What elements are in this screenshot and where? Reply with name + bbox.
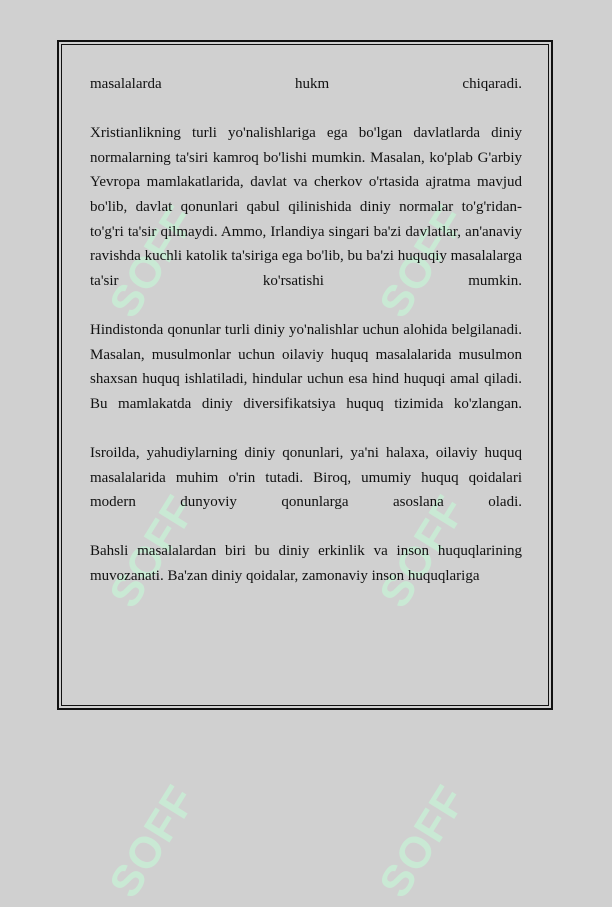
- watermark-logo: SOFF: [370, 197, 476, 326]
- watermark-logo: SOFF: [100, 197, 206, 326]
- paragraph: Xristianlikning turli yo'nalishlariga ega bo'lgan davlatlarda diniy normalarning ta'siri kamroq bo'lishi mumkin. Masalan, ko'plab G'arbiy Yevropa mamlakatlarida, davlat va cherkov o'rtasida ajratma mavjud bo'lib, davlat qonunlari qabul qilinishida diniy normalar to'g'ridan-to'g'ri ta'sir qilmaydi. Ammo, Irlandiya singari ba'zi davlatlar, an'anaviy ravishda kuchli katolik ta'siriga ega bo'lib, bu ba'zi huquqiy masalalarga ta'sir ko'rsatishi mumkin.: [90, 125, 522, 289]
- watermark-logo: SOFF: [100, 777, 206, 906]
- document-body: [90, 72, 522, 588]
- watermark-logo: SOFF: [370, 777, 476, 906]
- paragraph: Hindistonda qonunlar turli diniy yo'nalishlar uchun alohida belgilanadi. Masalan, musulmonlar uchun oilaviy huquq masalalarida musulmon shaxsan huquq ishlatiladi, hindular uchun esa hind huquqi amal qiladi. Bu mamlakatda diniy diversifikatsiya huquq tizimida ko'zlangan.: [90, 321, 522, 412]
- paragraph: Bahsli masalalardan biri bu diniy erkinlik va inson huquqlarining muvozanati. Ba'zan diniy qoidalar, zamonaviy inson huquqlariga: [90, 543, 522, 584]
- paragraph: Isroilda, yahudiylarning diniy qonunlari, ya'ni halaxa, oilaviy huquq masalalarida muhim o'rin tutadi. Biroq, umumiy huquq qoidalari modern dunyoviy qonunlarga asoslana oladi.: [90, 444, 522, 511]
- paragraph: masalalarda hukm chiqaradi.: [90, 76, 522, 92]
- watermark-logo: SOFF: [100, 487, 206, 616]
- watermark-logo: SOFF: [370, 487, 476, 616]
